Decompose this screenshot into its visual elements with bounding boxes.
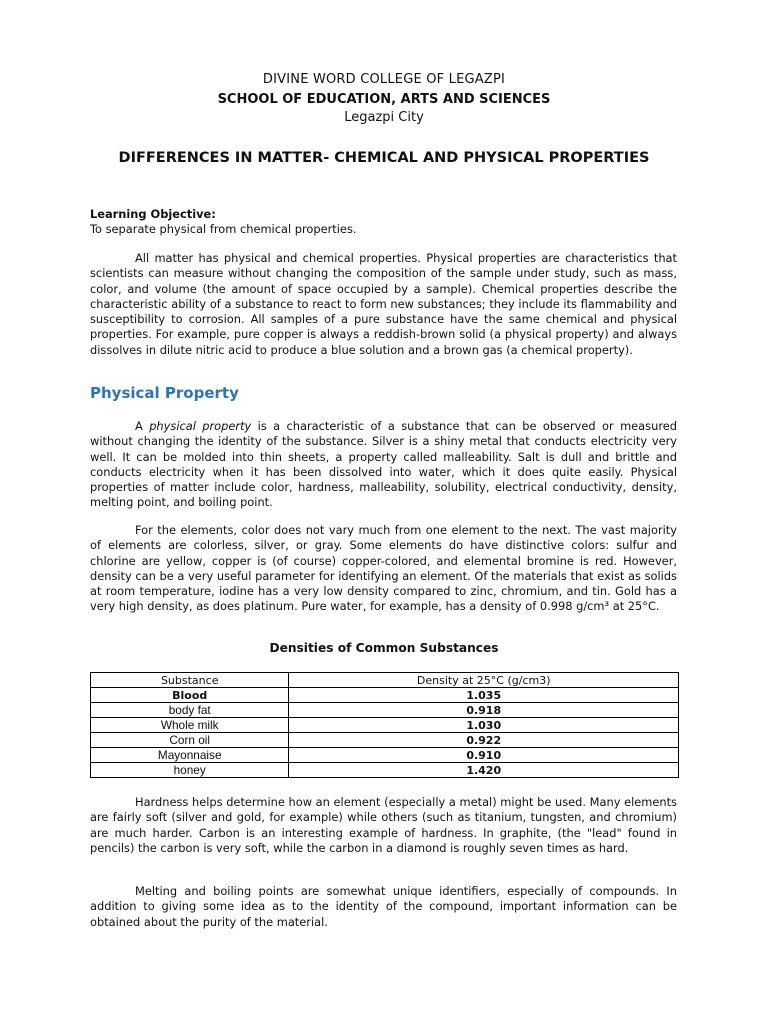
substance-cell: Corn oil: [91, 733, 289, 748]
table-row: [91, 748, 679, 763]
document-title: DIFFERENCES IN MATTER- CHEMICAL AND PHYSICAL PROPERTIES: [118, 150, 650, 166]
density-cell: 0.922: [289, 733, 679, 748]
physical-property-term: physical property: [149, 419, 252, 433]
learning-objective-text: To separate physical from chemical properties.: [90, 222, 357, 236]
hardness-paragraph: Hardness helps determine how an element (especially a metal) might be used. Many elements are fairly soft (silver and gold, for example) while others (such as titanium, tungsten, and chromium) are much harder. Carbon is an interesting example of hardness. In graphite, (the "lead" found in pencils) the carbon is very soft, while the carbon in a diamond is roughly seven times as hard.: [90, 795, 677, 855]
learning-objective-heading: Learning Objective:: [90, 207, 216, 221]
college-name: DIVINE WORD COLLEGE OF LEGAZPI: [262, 72, 506, 87]
density-cell: 1.420: [289, 763, 679, 778]
substance-cell: Blood: [91, 688, 289, 703]
substance-cell: body fat: [91, 703, 289, 718]
section-heading-physical-property: Physical Property: [90, 384, 239, 402]
elements-paragraph: For the elements, color does not vary much from one element to the next. The vast majority of elements are colorless, silver, or gray. Some elements do have distinctive colors: sulfur and chlorine are yellow, copper is (of course) copper-colored, and elemental bromine is red. However, density can be a very useful parameter for identifying an element. Of the materials that exist as solids at room temperature, iodine has a very low density compared to zinc, chromium, and tin. Gold has a very high density, as does platinum. Pure water, for example, has a density of 0.998 g/cm³ at 25°C.: [90, 523, 677, 614]
header-substance: Substance: [91, 673, 289, 688]
density-cell: 0.910: [289, 748, 679, 763]
table-row: [91, 718, 679, 733]
paragraph-lead: A: [135, 419, 150, 433]
header-density: Density at 25°C (g/cm3): [289, 673, 679, 688]
intro-paragraph: All matter has physical and chemical properties. Physical properties are characteristics that scientists can measure without changing the composition of the sample under study, such as mass, color, and volume (the amount of space occupied by a sample). Chemical properties describe the characteristic ability of a substance to react to form new substances; they include its flammability and susceptibility to corrosion. All samples of a pure substance have the same chemical and physical properties. For example, pure copper is always a reddish-brown solid (a physical property) and always dissolves in dilute nitric acid to produce a blue solution and a brown gas (a chemical property).: [90, 251, 677, 357]
physical-property-paragraph: [90, 419, 677, 511]
melting-boiling-paragraph: Melting and boiling points are somewhat unique identifiers, especially of compounds. In addition to giving some idea as to the identity of the compound, important information can be obtained about the purity of the material.: [90, 884, 677, 929]
substance-cell: Whole milk: [91, 718, 289, 733]
city-name: Legazpi City: [344, 110, 424, 125]
table-header-row: [91, 673, 679, 688]
substance-cell: Mayonnaise: [91, 748, 289, 763]
density-cell: 0.918: [289, 703, 679, 718]
table-row: [91, 688, 679, 703]
table-row: [91, 703, 679, 718]
paragraph-rest: is a characteristic of a substance that can be observed or measured without changing the identity of the substance. Silver is a shiny metal that conducts electricity very well. It can be molded into thin sheets, a property called malleability. Salt is dull and brittle and conducts electricity when it has been dissolved into water, which it does quite easily. Physical properties of matter include color, hardness, malleability, solubility, electrical conductivity, density, melting point, and boiling point.: [90, 419, 677, 510]
density-cell: 1.035: [289, 688, 679, 703]
table-row: [91, 763, 679, 778]
densities-table: [90, 672, 679, 778]
table-row: [91, 733, 679, 748]
school-name: SCHOOL OF EDUCATION, ARTS AND SCIENCES: [217, 92, 551, 107]
density-cell: 1.030: [289, 718, 679, 733]
substance-cell: honey: [91, 763, 289, 778]
table-caption: Densities of Common Substances: [269, 641, 499, 655]
